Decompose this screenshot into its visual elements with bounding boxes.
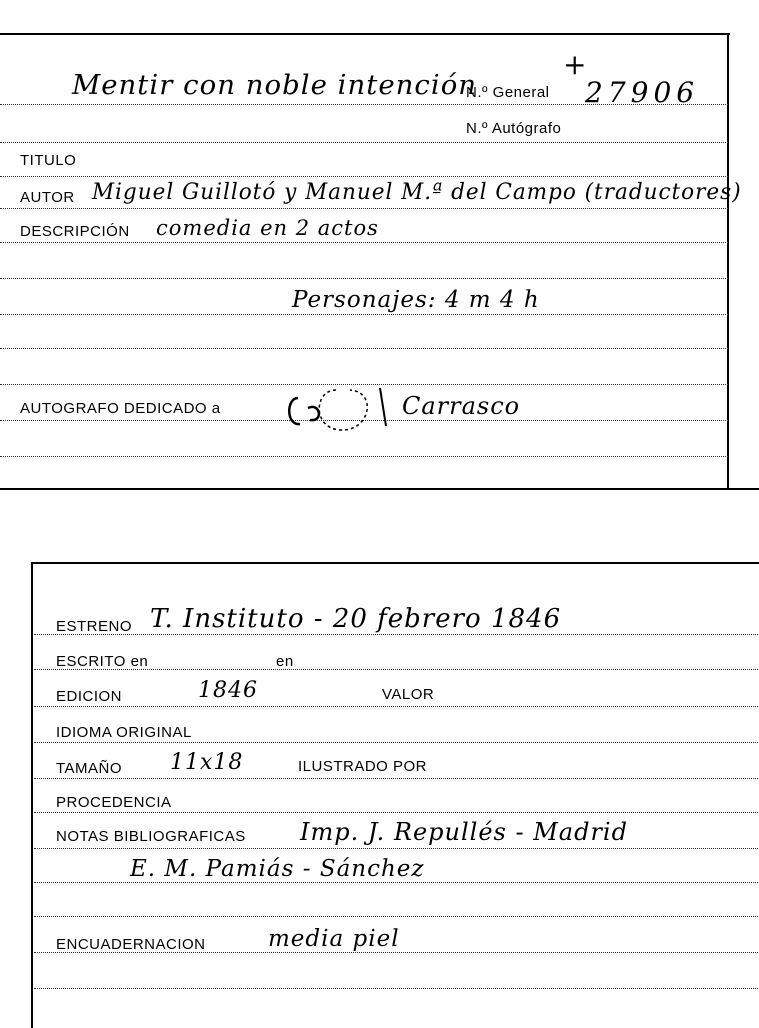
autografo-dedicado-value: Carrasco: [402, 392, 521, 420]
catalog-card-top: [0, 0, 759, 494]
estreno-label: ESTRENO: [56, 618, 133, 635]
edicion-label: EDICION: [56, 688, 123, 705]
rule-line: [0, 176, 728, 177]
general-number-label: N.º General: [466, 84, 550, 101]
rule-line: [0, 348, 728, 349]
valor-label: VALOR: [382, 686, 435, 703]
rule-line: [34, 812, 758, 813]
autografo-dedicado-label: AUTOGRAFO DEDICADO a: [20, 400, 221, 417]
autor-label: AUTOR: [20, 189, 75, 206]
rule-line: [34, 988, 758, 989]
encuadernacion-value: media piel: [268, 926, 400, 952]
card-top-border-bottom: [0, 488, 759, 490]
card-top-border-top: [0, 33, 730, 35]
rule-line: [34, 916, 758, 917]
ilustrado-por-label: ILUSTRADO POR: [298, 758, 428, 775]
rule-line: [0, 456, 728, 457]
tamano-label: TAMAÑO: [56, 760, 123, 777]
escrito-label: ESCRITO en: [56, 653, 149, 670]
rule-line: [34, 882, 758, 883]
procedencia-label: PROCEDENCIA: [56, 794, 172, 811]
edicion-value: 1846: [198, 678, 258, 703]
tamano-value: 11x18: [170, 750, 244, 775]
rule-line: [0, 208, 728, 209]
rule-line: [34, 706, 758, 707]
descripcion-label: DESCRIPCIÓN: [20, 223, 130, 240]
rule-line: [0, 278, 728, 279]
rule-line: [34, 634, 758, 635]
notas-value-line1: Imp. J. Repullés - Madrid: [300, 818, 628, 846]
catalog-card-bottom: [0, 538, 759, 1028]
rule-line: [34, 778, 758, 779]
descripcion-value: comedia en 2 actos: [156, 216, 379, 240]
idioma-original-label: IDIOMA ORIGINAL: [56, 724, 192, 741]
notas-bibliograficas-label: NOTAS BIBLIOGRAFICAS: [56, 828, 246, 845]
cross-mark: +: [563, 48, 588, 81]
card-bottom-border-left: [31, 562, 33, 1028]
encuadernacion-label: ENCUADERNACION: [56, 936, 206, 953]
rule-line: [34, 742, 758, 743]
rule-line: [34, 848, 758, 849]
rule-line: [0, 142, 728, 143]
rule-line: [0, 314, 728, 315]
card-bottom-border-top: [32, 562, 759, 564]
personajes-value: Personajes: 4 m 4 h: [292, 287, 540, 313]
notas-value-line2: E. M. Pamiás - Sánchez: [130, 856, 425, 882]
rule-line: [0, 242, 728, 243]
escrito-en-label: en: [276, 653, 294, 670]
title-handwritten: Mentir con noble intención: [72, 70, 478, 101]
titulo-label: TITULO: [20, 152, 77, 169]
autor-value: Miguel Guillotó y Manuel M.ª del Campo (traductores): [92, 180, 742, 205]
estreno-value: T. Instituto - 20 febrero 1846: [150, 604, 562, 634]
general-number-value: 27906: [585, 76, 700, 109]
signature-scribble: [284, 378, 394, 438]
autografo-number-label: N.º Autógrafo: [466, 120, 562, 137]
